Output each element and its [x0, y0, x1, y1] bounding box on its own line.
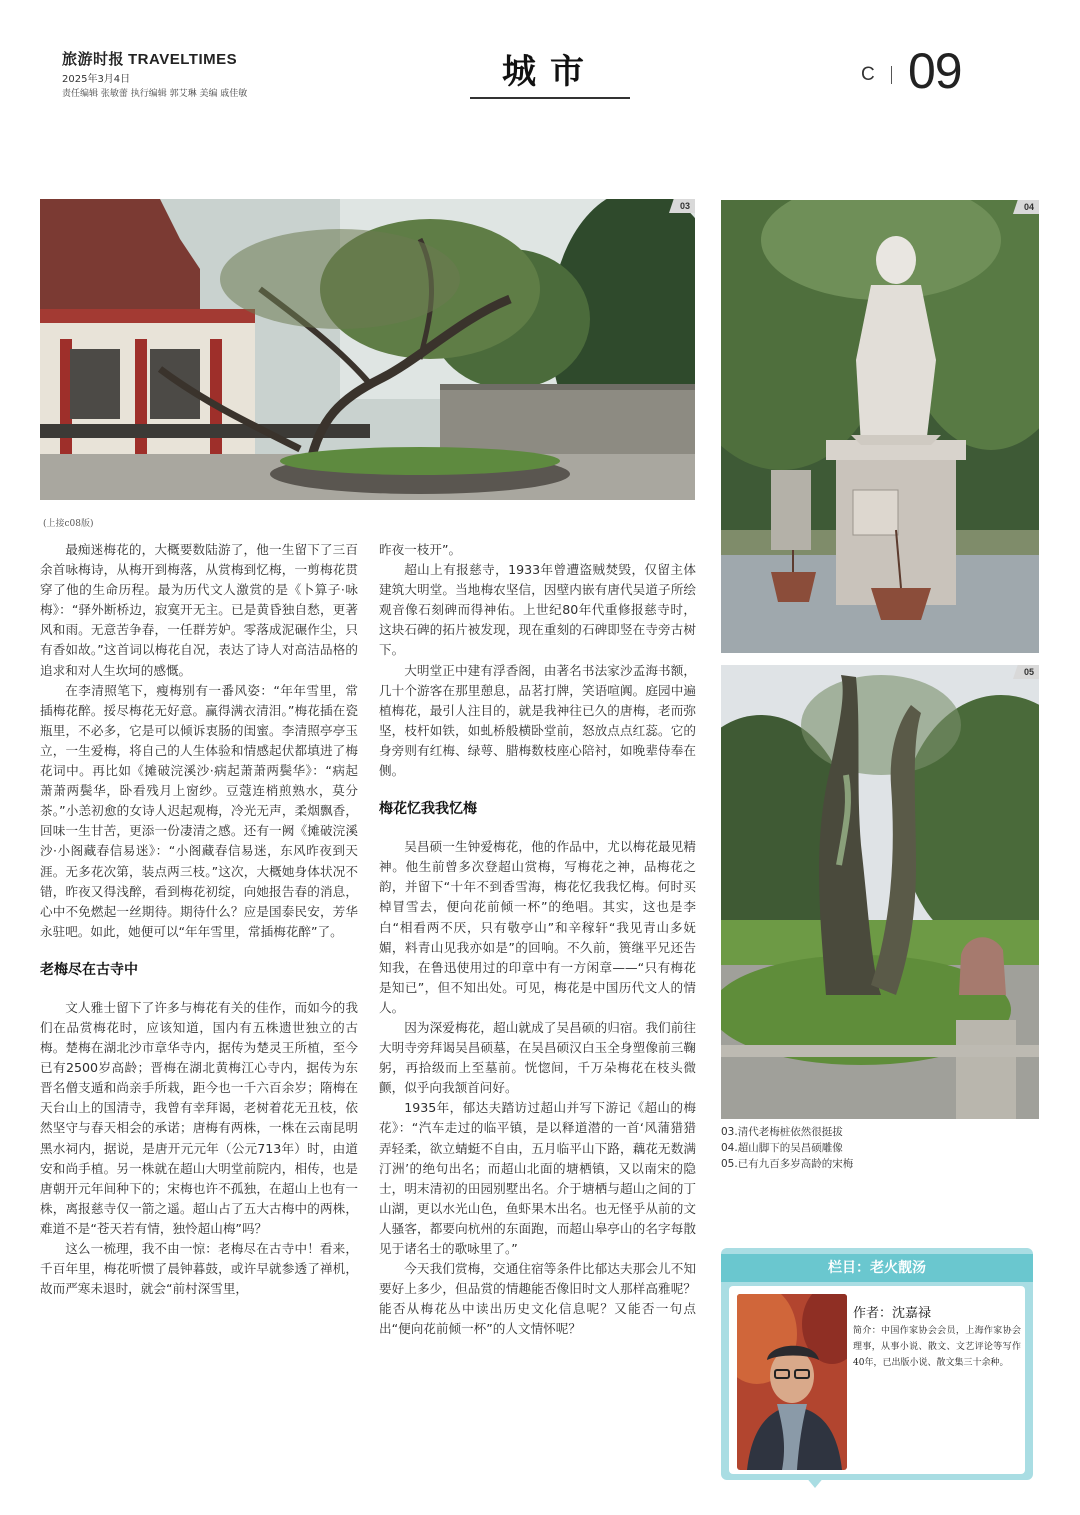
subheading: 梅花忆我我忆梅	[379, 801, 477, 818]
page-divider	[891, 66, 892, 84]
photo-captions	[721, 1124, 1039, 1172]
article-column-middle	[379, 540, 696, 1339]
page-number: 09	[908, 43, 962, 99]
courtyard-illustration	[40, 199, 695, 500]
editor-credits: 责任编辑 张敏蕾 执行编辑 郭艾琳 美编 戚佳敏	[62, 89, 248, 99]
brand-cn: 旅游时报	[62, 50, 125, 68]
author-portrait-illustration	[737, 1294, 847, 1470]
statue-illustration	[721, 200, 1039, 653]
paragraph: 因为深爱梅花，超山就成了吴昌硕的归宿。我们前往大明寺旁拜谒吴昌硕墓，在吴昌硕汉白玉全身塑像前三鞠躬，再拾级而上至墓前。恍惚间，千万朵梅花在枝头微颤，似乎向我颔首问好。	[379, 1019, 696, 1096]
newspaper-brand	[62, 48, 237, 69]
paragraph: 今天我们赏梅，交通住宿等条件比郁达夫那会儿不知要好上多少，但品赏的情趣能否像旧时文人那样高雅呢？能否从梅花丛中读出历史文化信息呢？又能否一句点出“便向花前倾一杯”的人文情怀呢？	[379, 1261, 696, 1337]
caption: 05.已有九百多岁高龄的宋梅	[721, 1158, 854, 1170]
continued-from-note: (上接c08版)	[43, 519, 94, 529]
article-column-left	[40, 540, 358, 1299]
photo-song-plum	[721, 665, 1039, 1119]
photo-number: 03	[679, 201, 690, 211]
paragraph: 最痴迷梅花的，大概要数陆游了，他一生留下了三百余首咏梅诗，从梅开到梅落，从赏梅到忆梅，一剪梅花贯穿了他的生命历程。最为历代文人激赏的是《卜算子·咏梅》：“驿外断桥边，寂寞开无主。已是黄昏独自愁，更著风和雨。无意苦争春，一任群芳妒。零落成泥碾作尘，只有香如故。”这首词以梅花自况，表达了诗人对高洁品格的追求和对人生坎坷的感慨。	[40, 542, 358, 678]
author-name: 作者：沈嘉禄	[853, 1306, 932, 1321]
photo-statue	[721, 200, 1039, 653]
page-section-letter: C	[861, 64, 875, 85]
column-author-box	[721, 1248, 1033, 1486]
paragraph: 超山上有报慈寺，1933年曾遭盗贼焚毁，仅留主体建筑大明堂。当地梅农坚信，因壁内嵌有唐代吴道子所绘观音像石刻碑而得神佑。上世纪80年代重修报慈寺时，这块石碑的拓片被发现，现在重刻的石碑即竖在寺旁古树下。	[379, 562, 696, 658]
column-name: 栏目：老火靓汤	[828, 1260, 926, 1276]
photo-old-plum-courtyard	[40, 199, 695, 500]
speech-tail	[805, 1476, 825, 1488]
publication-date: 2025年3月4日	[62, 74, 131, 85]
photo-number: 04	[1023, 202, 1034, 212]
paragraph: 吴昌硕一生钟爱梅花，他的作品中，尤以梅花最见精神。他生前曾多次登超山赏梅，写梅花之神，品梅花之韵，并留下“十年不到香雪海，梅花忆我我忆梅。何时买棹冒雪去，便向花前倾一杯”的绝唱。其实，这也是李白“相看两不厌，只有敬亭山”和辛稼轩“我见青山多妩媚，料青山见我亦如是”的回响。不久前，篑继平兄还告知我，在鲁迅使用过的印章中有一方闲章——“只有梅花是知已”，但不知出处。可见，梅花是中国历代文人的情人。	[379, 839, 696, 1015]
plum-stump-illustration	[721, 665, 1039, 1119]
caption: 04.超山脚下的吴昌硕雕像	[721, 1142, 843, 1154]
author-bio: 简介：中国作家协会会员，上海作家协会理事，从事小说、散文、文艺评论等写作40年，已出版小说、散文集三十余种。	[853, 1326, 1021, 1368]
paragraph: 昨夜一枝开”。	[379, 542, 462, 557]
photo-number: 05	[1023, 667, 1034, 677]
caption: 03.清代老梅桩依然很挺拔	[721, 1126, 843, 1138]
paragraph: 这么一梳理，我不由一惊：老梅尽在古寺中！看来，千百年里，梅花听惯了晨钟暮鼓，或许早就参透了禅机，故而严寒未退时，就会“前村深雪里，	[40, 1241, 358, 1297]
paragraph: 文人雅士留下了许多与梅花有关的佳作，而如今的我们在品赏梅花时，应该知道，国内有五株遗世独立的古梅。楚梅在湖北沙市章华寺内，据传为楚灵王所植，至今已有2500岁高龄；晋梅在湖北黄梅江心寺内，据传为东晋名僧支遁和尚亲手所栽，距今也一千六百余岁；隋梅在天台山上的国清寺，我曾有幸拜谒，老树着花无丑枝，依然坚守与春天相会的承诺；唐梅有两株，一株在云南昆明黑水祠内，据说，是唐开元元年（公元713年）时，由道安和尚手植。另一株就在超山大明堂前院内，相传，也是唐朝开元年间种下的；宋梅也许不孤独，在超山上也有一株，离报慈寺仅一箭之遥。超山占了五大古梅中的两株，难道不是“苍天若有情，独怜超山梅”吗？	[40, 999, 358, 1236]
paragraph: 在李清照笔下，瘦梅别有一番风姿：“年年雪里，常插梅花醉。挼尽梅花无好意。赢得满衣清泪。”梅花插在瓷瓶里，不必多，它是可以倾诉衷肠的闺蜜。李清照亭亭玉立，一生爱梅，将自己的人生体验和情感起伏都填进了梅花词中。再比如《摊破浣溪沙·病起萧萧两鬓华》：“病起萧萧两鬓华，卧看残月上窗纱。豆蔻连梢煎熟水，莫分茶。”小恙初愈的女诗人迟起观梅，冷光无声，柔烟飘香，回味一生甘苦，更添一份凄清之感。还有一阙《摊破浣溪沙·小阁藏春信易迷》：“小阁藏春信易迷，东风昨夜到天涯。无多花次第，装点两三枝。”这次，大概她身体状况不错，昨夜又得浅醉，看到梅花初绽，向她报告春的消息，心中不免燃起一丝期待。期待什么？应是国泰民安，芳华永驻吧。如此，她便可以“年年雪里，常插梅花醉”了。	[40, 682, 358, 939]
section-title: 城市	[502, 52, 598, 92]
paragraph: 1935年，郁达夫踏访过超山并写下游记《超山的梅花》：“汽车走过的临平镇，是以释道潜的一首‘风蒲猎猎弄轻柔，欲立蜻蜓不自由，五月临平山下路，藕花无数满汀洲’的绝句出名；而超山北面的塘栖镇，又以南宋的隐士，明末清初的田园别墅出名。介于塘栖与超山之间的丁山湖，更以水光山色，鱼虾果木出名。也无怪乎从前的文人骚客，都要向杭州的东面跑，而超山皋亭山的名字每散见于诸名士的歌咏里了。”	[379, 1100, 696, 1256]
subheading: 老梅尽在古寺中	[40, 961, 138, 978]
brand-en: TRAVELTIMES	[128, 51, 238, 68]
section-underline	[470, 97, 630, 99]
author-portrait	[737, 1294, 847, 1470]
paragraph: 大明堂正中建有浮香阁，由著名书法家沙孟海书额，几十个游客在那里憩息，品茗打牌，笑语喧阗。庭园中遍植梅花，最引人注目的，就是我神往已久的唐梅，老而弥坚，枝杆如铁，如虬桥般横卧堂前，怒放点点红蕊。它的身旁则有红梅、绿萼、腊梅数枝座心陪衬，如晚辈侍奉在侧。	[379, 662, 696, 779]
